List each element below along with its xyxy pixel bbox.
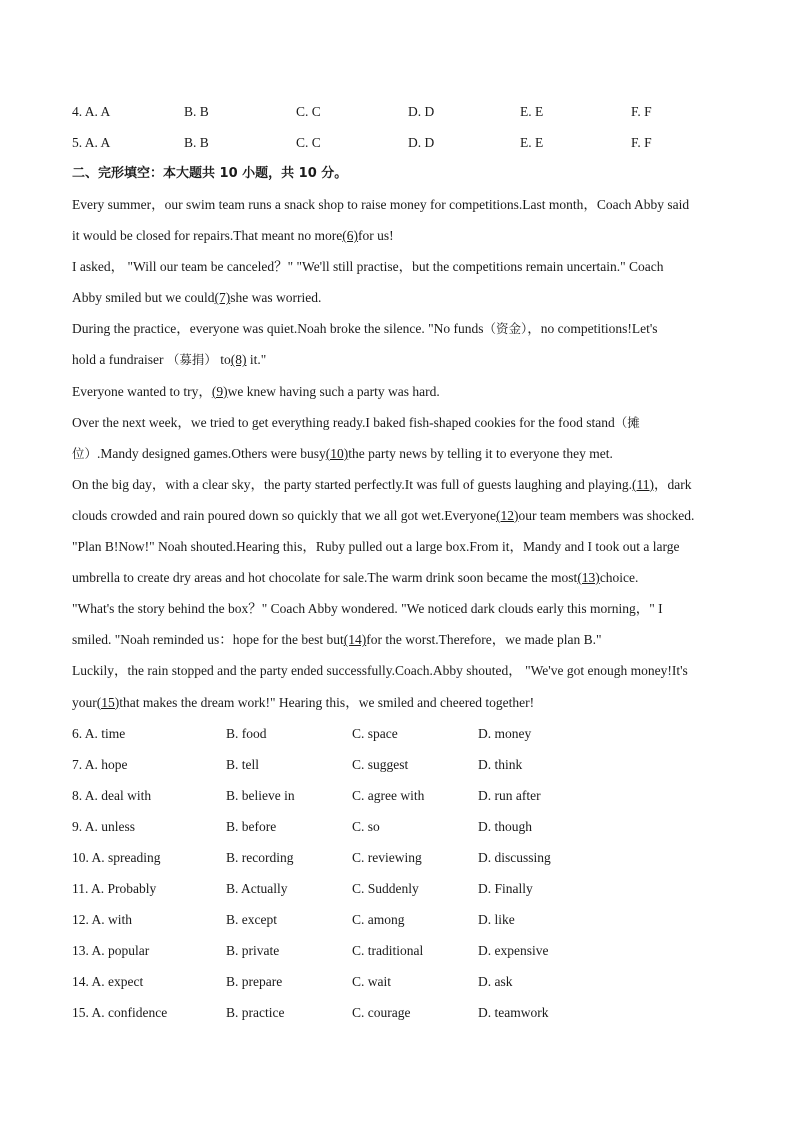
- option-c[interactable]: C. courage: [352, 1005, 411, 1021]
- passage-line: Abby smiled but we could(7)she was worried.: [72, 290, 322, 306]
- option-b[interactable]: B. private: [226, 943, 280, 959]
- options-list: [72, 718, 722, 1029]
- option-a[interactable]: 9. A. unless: [72, 818, 136, 834]
- passage-line: umbrella to create dry areas and hot chocolate for sale.The warm drink soon became the most(13)choice.: [72, 570, 639, 586]
- blank-13: (13): [577, 570, 600, 586]
- passage-line: 位）.Mandy designed games.Others were busy(10)the party news by telling it to everyone they met.: [72, 445, 613, 461]
- option-text[interactable]: B. B: [184, 135, 209, 150]
- option-d[interactable]: D. like: [478, 912, 515, 928]
- option-c[interactable]: C. wait: [352, 974, 391, 990]
- option-c[interactable]: C. space: [352, 725, 398, 741]
- blank-8: (8): [230, 352, 247, 368]
- passage-line: Everyone wanted to try，(9)we knew having such a party was hard.: [72, 383, 440, 399]
- passage-line: Over the next week，we tried to get everything ready.I baked fish-shaped cookies for the food stand（摊: [72, 414, 640, 430]
- option-c[interactable]: C. traditional: [352, 943, 424, 959]
- options-row-9: [72, 811, 722, 842]
- options-row-7: [72, 749, 722, 780]
- passage-line: it would be closed for repairs.That meant no more(6)for us!: [72, 228, 394, 244]
- option-d[interactable]: D. money: [478, 725, 532, 741]
- option-b[interactable]: B. except: [226, 912, 277, 928]
- option-a[interactable]: 12. A. with: [72, 912, 133, 928]
- option-c[interactable]: C. Suddenly: [352, 881, 419, 897]
- options-row-8: [72, 780, 722, 811]
- blank-11: (11): [631, 476, 654, 492]
- blank-12: (12): [496, 507, 519, 523]
- passage-line: hold a fundraiser （募捐） to(8) it.": [72, 352, 267, 368]
- option-text[interactable]: F. F: [631, 104, 652, 119]
- option-a[interactable]: 7. A. hope: [72, 756, 128, 772]
- passage-line: "What's the story behind the box？" Coach Abby wondered. "We noticed dark clouds early this morning，" I: [72, 601, 663, 617]
- option-text[interactable]: 5. A. A: [72, 135, 111, 150]
- option-b[interactable]: B. food: [226, 725, 267, 741]
- blank-10: (10): [325, 445, 349, 461]
- blank-15: (15): [96, 694, 120, 710]
- cloze-passage: [72, 189, 722, 718]
- option-b[interactable]: B. believe in: [226, 787, 295, 803]
- passage-line: I asked， "Will our team be canceled？" "We'll still practise，but the competitions remain uncertain." Coach: [72, 259, 664, 275]
- option-text[interactable]: E. E: [520, 135, 544, 150]
- option-text[interactable]: D. D: [408, 135, 435, 150]
- options-row-12: [72, 904, 722, 935]
- option-b[interactable]: B. tell: [226, 756, 259, 772]
- option-b[interactable]: B. Actually: [226, 881, 288, 897]
- option-a[interactable]: 11. A. Probably: [72, 881, 157, 897]
- option-a[interactable]: 15. A. confidence: [72, 1005, 168, 1021]
- option-text[interactable]: D. D: [408, 104, 435, 119]
- option-text[interactable]: B. B: [184, 104, 209, 119]
- option-b[interactable]: B. before: [226, 818, 277, 834]
- passage-line: smiled. "Noah reminded us：hope for the best but(14)for the worst.Therefore，we made plan B.": [72, 632, 602, 648]
- option-d[interactable]: D. discussing: [478, 849, 551, 865]
- matching-question-4: [72, 96, 722, 127]
- option-a[interactable]: 13. A. popular: [72, 943, 150, 959]
- option-text[interactable]: C. C: [296, 135, 321, 150]
- matching-question-5: [72, 127, 722, 158]
- option-a[interactable]: 8. A. deal with: [72, 787, 152, 803]
- option-text[interactable]: C. C: [296, 104, 321, 119]
- option-d[interactable]: D. Finally: [478, 881, 533, 897]
- blank-6: (6): [342, 228, 359, 244]
- option-d[interactable]: D. expensive: [478, 943, 549, 959]
- option-text[interactable]: 4. A. A: [72, 104, 111, 119]
- blank-7: (7): [214, 290, 231, 306]
- option-b[interactable]: B. prepare: [226, 974, 283, 990]
- option-c[interactable]: C. so: [352, 818, 380, 834]
- passage-line: Every summer，our swim team runs a snack shop to raise money for competitions.Last month，Coach Abby said: [72, 197, 690, 212]
- section-heading: 二、完形填空：本大题共 10 小题，共 10 分。: [72, 166, 348, 181]
- option-c[interactable]: C. among: [352, 912, 405, 928]
- option-text[interactable]: E. E: [520, 104, 544, 119]
- passage-line: On the big day，with a clear sky，the party started perfectly.It was full of guests laughing and playing.(11)，dark: [72, 476, 692, 492]
- option-a[interactable]: 14. A. expect: [72, 974, 144, 990]
- option-c[interactable]: C. reviewing: [352, 849, 422, 865]
- passage-line: your(15)that makes the dream work!" Hearing this，we smiled and cheered together!: [72, 694, 535, 710]
- blank-14: (14): [343, 632, 367, 648]
- option-a[interactable]: 10. A. spreading: [72, 849, 161, 865]
- options-row-11: [72, 873, 722, 904]
- passage-line: clouds crowded and rain poured down so quickly that we all got wet.Everyone(12)our team members was shocked.: [72, 507, 695, 523]
- option-d[interactable]: D. teamwork: [478, 1005, 549, 1021]
- passage-line: During the practice，everyone was quiet.Noah broke the silence. "No funds（资金），no competitions!Let's: [72, 321, 658, 337]
- option-text[interactable]: F. F: [631, 135, 652, 150]
- options-row-14: [72, 966, 722, 997]
- exam-page: [72, 96, 722, 1029]
- option-c[interactable]: C. agree with: [352, 787, 425, 803]
- option-b[interactable]: B. recording: [226, 849, 294, 865]
- passage-line: "Plan B!Now!" Noah shouted.Hearing this，Ruby pulled out a large box.From it，Mandy and I took out a large: [72, 539, 680, 555]
- options-row-13: [72, 935, 722, 966]
- option-b[interactable]: B. practice: [226, 1005, 285, 1021]
- option-d[interactable]: D. think: [478, 756, 523, 772]
- blank-9: (9): [211, 383, 228, 399]
- option-d[interactable]: D. ask: [478, 974, 513, 990]
- options-row-15: [72, 997, 722, 1028]
- option-d[interactable]: D. run after: [478, 787, 541, 803]
- option-a[interactable]: 6. A. time: [72, 725, 126, 741]
- passage-line: Luckily，the rain stopped and the party ended successfully.Coach.Abby shouted， "We've got enough money!It's: [72, 663, 688, 679]
- option-d[interactable]: D. though: [478, 818, 532, 834]
- options-row-6: [72, 718, 722, 749]
- options-row-10: [72, 842, 722, 873]
- option-c[interactable]: C. suggest: [352, 756, 409, 772]
